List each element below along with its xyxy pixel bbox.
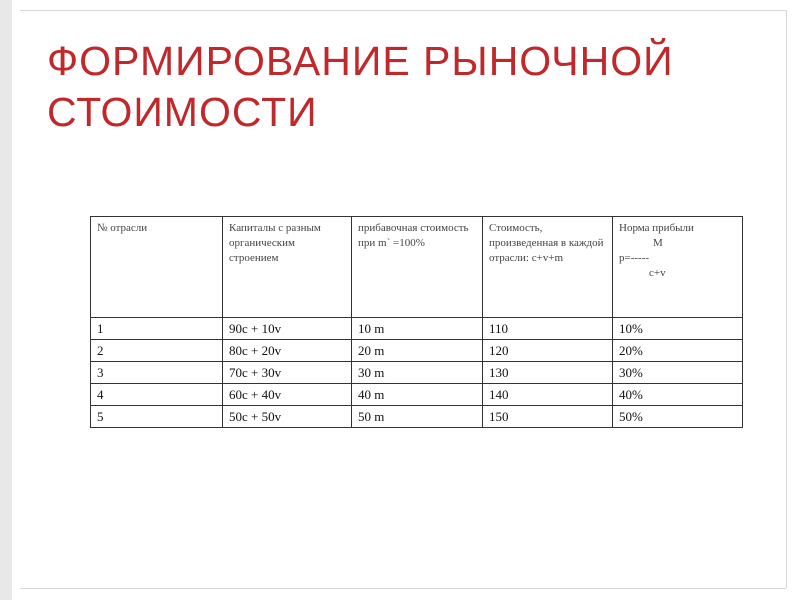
header-profit-rate [613, 217, 743, 318]
cell-profit-rate: 30% [613, 362, 743, 384]
header-profit-rate-line-4: c+v [649, 267, 666, 279]
cell-branch: 4 [91, 384, 223, 406]
cell-capital: 50c + 50v [223, 406, 352, 428]
table-row [91, 318, 743, 340]
cell-cost: 140 [483, 384, 613, 406]
header-cost: Стоимость, произведенная в каждой отрасли: c+v+m [483, 217, 613, 318]
table-row [91, 384, 743, 406]
cell-surplus: 20 m [352, 340, 483, 362]
cell-surplus: 30 m [352, 362, 483, 384]
cell-profit-rate: 40% [613, 384, 743, 406]
cell-branch: 3 [91, 362, 223, 384]
cell-profit-rate: 20% [613, 340, 743, 362]
header-capital: Капиталы с разным органическим строением [223, 217, 352, 318]
cell-branch: 2 [91, 340, 223, 362]
cell-cost: 150 [483, 406, 613, 428]
cell-branch: 1 [91, 318, 223, 340]
table-row [91, 362, 743, 384]
cell-profit-rate: 10% [613, 318, 743, 340]
header-profit-rate-line-2: М [653, 237, 663, 249]
cell-capital: 80c + 20v [223, 340, 352, 362]
cell-cost: 110 [483, 318, 613, 340]
cell-capital: 60c + 40v [223, 384, 352, 406]
slide-accent-bar [0, 0, 12, 600]
header-branch: № отрасли [91, 217, 223, 318]
cell-cost: 120 [483, 340, 613, 362]
market-value-table [90, 216, 743, 428]
table-row [91, 340, 743, 362]
header-profit-rate-line-1: Норма прибыли [619, 222, 694, 234]
slide-title [47, 36, 747, 138]
header-surplus: прибавочная стоимость при m` =100% [352, 217, 483, 318]
cell-branch: 5 [91, 406, 223, 428]
table-row [91, 406, 743, 428]
slide-frame-bottom [20, 588, 786, 589]
cell-capital: 70c + 30v [223, 362, 352, 384]
slide-frame-right [786, 10, 787, 588]
cell-capital: 90c + 10v [223, 318, 352, 340]
slide-title-line-1: ФОРМИРОВАНИЕ РЫНОЧНОЙ [47, 38, 674, 84]
table-header-row [91, 217, 743, 318]
cell-surplus: 40 m [352, 384, 483, 406]
cell-cost: 130 [483, 362, 613, 384]
header-profit-rate-line-3: p=----- [619, 252, 650, 264]
cell-profit-rate: 50% [613, 406, 743, 428]
slide-frame-top [20, 10, 786, 11]
cell-surplus: 50 m [352, 406, 483, 428]
cell-surplus: 10 m [352, 318, 483, 340]
slide-title-line-2: СТОИМОСТИ [47, 89, 318, 135]
